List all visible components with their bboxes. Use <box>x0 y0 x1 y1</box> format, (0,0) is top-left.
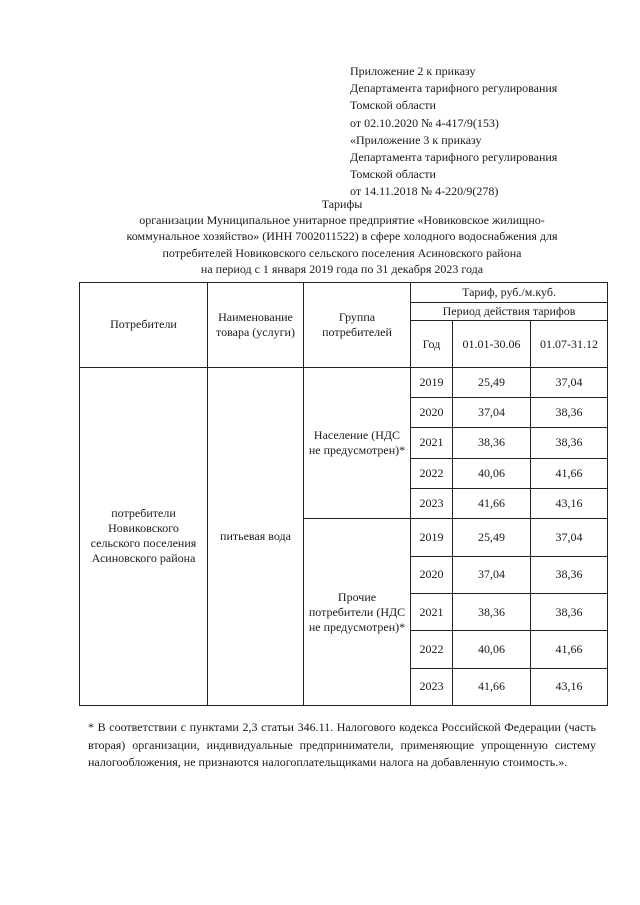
header-line: Томской области <box>350 167 436 182</box>
tariff-h1-cell: 25,49 <box>453 519 531 556</box>
tariff-h1-cell: 40,06 <box>453 458 531 488</box>
tariff-h1-cell: 40,06 <box>453 631 531 668</box>
title-line: потребителей Новиковского сельского поселения Асиновского района <box>162 245 522 260</box>
header-line: от 14.11.2018 № 4-220/9(278) <box>350 184 499 199</box>
header-product: Наименование товара (услуги) <box>208 283 304 368</box>
header-line: от 02.10.2020 № 4-417/9(153) <box>350 115 499 130</box>
tariff-h2-cell: 38,36 <box>531 593 608 630</box>
tariff-h1-cell: 37,04 <box>453 556 531 593</box>
footnote: * В соответствии с пунктами 2,3 статьи 346.11. Налогового кодекса Российской Федерации (часть вторая) организации, индивидуальные предприниматели, применяющие упрощенную систему налогообложения, не признаются налогоплательщиками налога на добавленную стоимость.». <box>88 720 596 769</box>
header-consumers: Потребители <box>80 283 208 368</box>
year-cell: 2019 <box>411 519 453 556</box>
tariff-h2-cell: 43,16 <box>531 668 608 705</box>
document-title <box>90 196 594 277</box>
consumer-cell: потребители Новиковского сельского поселения Асиновского района <box>80 367 208 705</box>
year-cell: 2022 <box>411 631 453 668</box>
header-year: Год <box>411 321 453 367</box>
tariff-table <box>79 282 608 706</box>
year-cell: 2019 <box>411 367 453 397</box>
order-reference-header <box>350 63 557 201</box>
year-cell: 2021 <box>411 428 453 458</box>
group-cell: Население (НДС не предусмотрен)* <box>304 367 411 518</box>
tariff-h2-cell: 41,66 <box>531 631 608 668</box>
header-half1: 01.01-30.06 <box>453 321 531 367</box>
title-line: организации Муниципальное унитарное предприятие «Новиковское жилищно- <box>139 213 545 228</box>
tariff-h2-cell: 37,04 <box>531 519 608 556</box>
tariff-h1-cell: 41,66 <box>453 668 531 705</box>
header-tariff: Тариф, руб./м.куб. <box>411 283 608 303</box>
tariff-h2-cell: 38,36 <box>531 556 608 593</box>
title-line: Тарифы <box>321 197 363 211</box>
year-cell: 2020 <box>411 556 453 593</box>
table-row <box>80 367 608 397</box>
year-cell: 2023 <box>411 488 453 518</box>
title-line: коммунальное хозяйство» (ИНН 7002011522) в сфере холодного водоснабжения для <box>126 229 558 244</box>
header-period: Период действия тарифов <box>411 303 608 321</box>
tariff-h1-cell: 38,36 <box>453 593 531 630</box>
tariff-h2-cell: 41,66 <box>531 458 608 488</box>
year-cell: 2023 <box>411 668 453 705</box>
group-cell: Прочие потребители (НДС не предусмотрен)* <box>304 519 411 706</box>
header-group: Группа потребителей <box>304 283 411 368</box>
tariff-h2-cell: 38,36 <box>531 428 608 458</box>
header-half2: 01.07-31.12 <box>531 321 608 367</box>
title-line: на период с 1 января 2019 года по 31 декабря 2023 года <box>200 261 484 276</box>
header-line: Департамента тарифного регулирования <box>350 150 558 165</box>
year-cell: 2020 <box>411 398 453 428</box>
tariff-h1-cell: 25,49 <box>453 367 531 397</box>
tariff-h1-cell: 38,36 <box>453 428 531 458</box>
tariff-h1-cell: 37,04 <box>453 398 531 428</box>
header-line: Приложение 2 к приказу <box>350 64 476 78</box>
product-cell: питьевая вода <box>208 367 304 705</box>
header-line: «Приложение 3 к приказу <box>350 132 482 147</box>
year-cell: 2021 <box>411 593 453 630</box>
year-cell: 2022 <box>411 458 453 488</box>
tariff-h2-cell: 43,16 <box>531 488 608 518</box>
tariff-h2-cell: 37,04 <box>531 367 608 397</box>
tariff-h2-cell: 38,36 <box>531 398 608 428</box>
header-line: Департамента тарифного регулирования <box>350 81 558 96</box>
tariff-h1-cell: 41,66 <box>453 488 531 518</box>
header-line: Томской области <box>350 98 436 113</box>
